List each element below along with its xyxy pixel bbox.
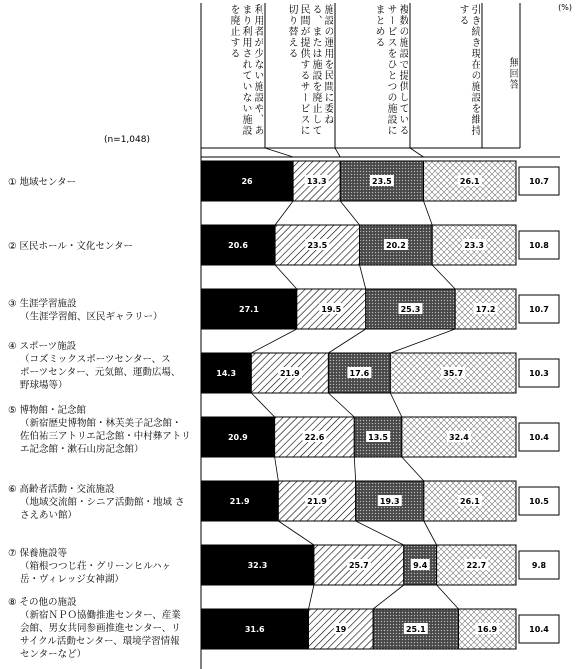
value-label: 21.9 [229,497,250,506]
column-headers [104,3,572,148]
value-label: 22.6 [304,433,325,442]
column-header-text: 利用者が少ない施設や、あまり利用されていない施設を廃止する [228,4,263,136]
value-label: 25.1 [405,625,426,634]
connector-line [373,585,404,609]
column-header-2 [267,4,333,144]
column-header-5 [484,4,518,144]
connector-line [424,201,433,225]
value-label: 25.7 [348,561,369,570]
column-header-text: 引き続き現在の施設を維持する [457,4,480,136]
value-label: 25.3 [400,305,421,314]
category-label: ⑤ 博物館・記念館（新宿歴史博物館・林芙美子記念館・佐伯祐三アトリエ記念館・中村彝アトリエ記念館・漱石山房記念館） [8,405,191,455]
connector-line [360,265,366,289]
category-label: ③ 生涯学習施設（生涯学習館、区民ギャラリー） [8,298,163,323]
no-answer-value: 10.3 [529,369,549,378]
connector-line [354,457,355,481]
value-label: 26 [241,177,253,186]
value-label: 17.6 [349,369,370,378]
value-label: 19.5 [321,305,342,314]
value-label: 26.1 [460,497,480,506]
value-label: 20.9 [227,433,248,442]
sample-size-note: (n=1,048) [103,135,150,145]
category-label: ⑦ 保養施設等（箱根つつじ荘・グリーンヒルハヶ岳・ヴィレッジ女神湖） [8,548,172,585]
connector-line [278,521,314,545]
value-label: 13.5 [368,433,388,442]
connector-line [335,148,340,157]
value-label: 35.7 [443,369,464,378]
value-label: 26.1 [459,177,480,186]
connector-line [390,329,455,353]
connector-line [410,148,424,157]
connector-line [432,265,455,289]
unit-label: (%) [558,3,572,12]
connector-line [437,585,459,609]
column-header-3 [337,4,408,144]
value-label: 31.6 [244,625,265,634]
value-label: 21.9 [279,369,300,378]
connector-line [328,393,354,417]
value-label: 21.9 [307,497,327,506]
no-answer-value: 10.4 [529,433,549,442]
column-header-text: 施設の運用を民間に委ねる、または施設を廃止して民間が提供するサービスに切り替える [286,4,333,136]
value-label: 13.3 [306,177,327,186]
connector-line [251,329,296,353]
value-label: 32.4 [449,433,469,442]
bar-area [201,161,559,649]
no-answer-value: 10.7 [529,305,549,314]
category-label: ⑥ 高齢者活動・交流施設（地域交流館・シニア活動館・地域 ささえあい館） [8,484,185,521]
connector-line [308,585,313,609]
value-label: 19.3 [379,497,400,506]
value-label: 23.3 [464,241,484,250]
category-label: ② 区民ホール・文化センター [8,241,133,252]
category-label: ⑧ その他の施設（新宿ＮＰＯ協働推進センター、産業会館、男女共同参画推進センター、リサイクル活動センター、環境学習情報センターなど） [8,597,181,660]
column-header-text: 複数の施設で提供しているサービスをひとつの施設にまとめる [373,4,408,136]
no-answer-value: 10.7 [529,177,549,186]
value-label: 9.4 [413,561,428,570]
no-answer-value: 9.8 [531,561,547,570]
value-label: 20.6 [228,241,248,250]
value-label: 17.2 [475,305,496,314]
column-header-4 [412,4,480,144]
value-label: 32.3 [247,561,268,570]
connector-line [275,201,293,225]
connector-line [275,457,279,481]
value-label: 23.5 [372,177,392,186]
no-answer-value: 10.8 [529,241,549,250]
value-label: 23.5 [307,241,328,250]
value-label: 22.7 [466,561,487,570]
column-header-text: 無回答 [507,56,518,90]
connector-line [340,201,359,225]
no-answer-value: 10.5 [529,497,549,506]
value-label: 27.1 [239,305,259,314]
connector-line [390,393,401,417]
connector-line [265,148,293,157]
value-label: 20.2 [386,241,406,250]
connector-line [328,329,365,353]
value-label: 19 [335,625,347,634]
value-label: 14.3 [216,369,237,378]
connector-line [275,265,297,289]
no-answer-value: 10.4 [529,625,549,634]
connector-line [251,393,274,417]
column-header-1 [203,4,263,144]
value-label: 16.9 [477,625,498,634]
category-labels [8,176,191,660]
category-label: ① 地域センター [8,177,77,188]
connector-line [356,521,404,545]
connector-line [402,457,424,481]
connector-line [424,521,437,545]
category-label: ④ スポーツ施設（コズミックスポーツセンター、スポーツセンター、元気館、運動広場、野球場等） [8,341,181,391]
